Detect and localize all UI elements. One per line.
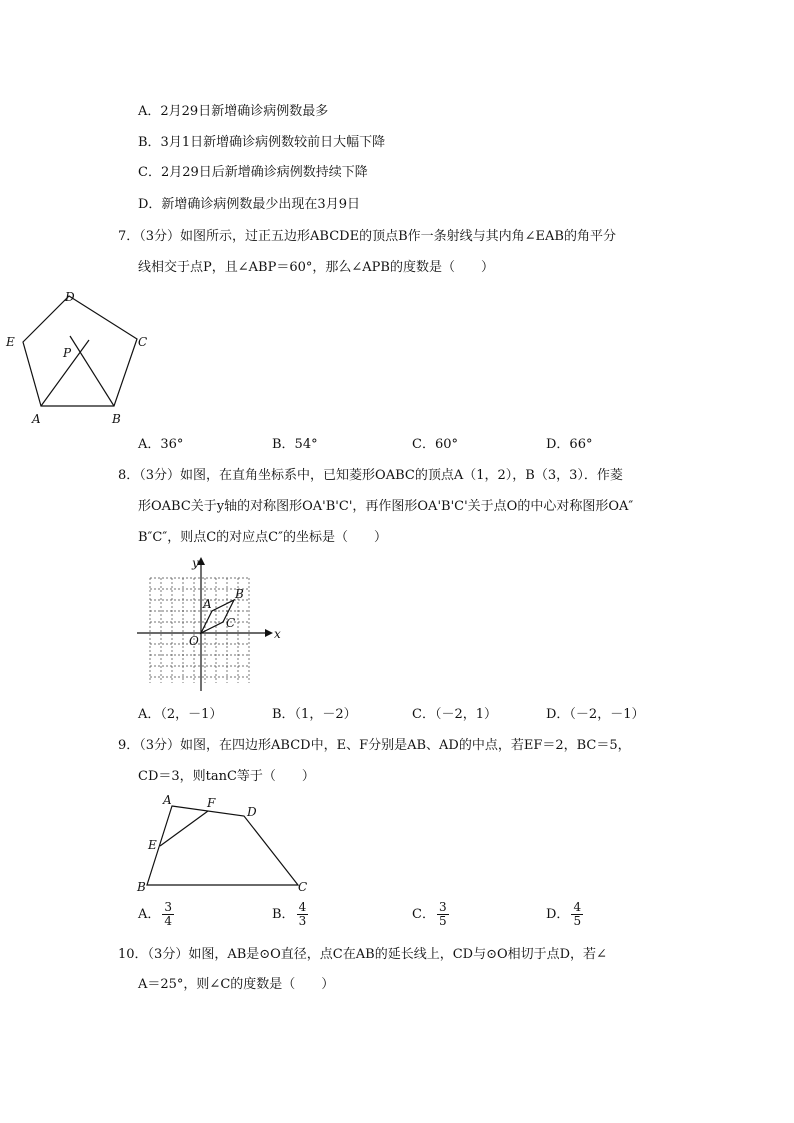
q7-stem-line2: 线相交于点P，且∠ABP＝60°，那么∠APB的度数是（ ） bbox=[138, 260, 494, 275]
q6-option-a: A．2月29日新增确诊病例数最多 bbox=[138, 104, 329, 119]
q8-coordinate-figure bbox=[135, 553, 285, 693]
q7-option-d: D．66° bbox=[546, 437, 593, 452]
label-e: E bbox=[6, 335, 15, 349]
q7-stem-line1: 7．（3分）如图所示，过正五边形ABCDE的顶点B作一条射线与其内角∠EAB的角平分 bbox=[118, 229, 616, 244]
q10-stem-line2: A＝25°，则∠C的度数是（ ） bbox=[138, 977, 335, 992]
q8-stem-line3: B″C″，则点C的对应点C″的坐标是（ ） bbox=[138, 530, 387, 545]
label-f: F bbox=[207, 796, 216, 810]
label-a: A bbox=[163, 793, 172, 807]
q7-option-a: A．36° bbox=[138, 437, 184, 452]
q9-option-a-fraction: $\frac{3}{4}$ bbox=[164, 900, 173, 928]
q9-stem-line2: CD＝3，则tanC等于（ ） bbox=[138, 769, 315, 784]
q6-option-c: C．2月29日后新增确诊病例数持续下降 bbox=[138, 165, 368, 180]
q7-pentagon-figure bbox=[6, 283, 295, 428]
q9-option-c bbox=[412, 901, 449, 928]
label-c: C bbox=[138, 335, 148, 349]
quadrilateral-abcd bbox=[147, 806, 298, 885]
q8-option-c: C．（－2，1） bbox=[412, 707, 497, 722]
q8-option-a: A．（2，－1） bbox=[138, 707, 223, 722]
label-y: y bbox=[192, 556, 199, 570]
label-p: P bbox=[63, 346, 72, 360]
label-e: E bbox=[148, 838, 157, 852]
label-b: B bbox=[112, 412, 121, 426]
q7-option-b: B．54° bbox=[272, 437, 318, 452]
q9-option-c-fraction: $\frac{3}{5}$ bbox=[438, 900, 447, 928]
q9-option-b bbox=[272, 901, 308, 928]
q8-option-b: B．（1，－2） bbox=[272, 707, 357, 722]
q9-stem-line1: 9．（3分）如图，在四边形ABCD中，E、F分别是AB、AD的中点，若EF＝2，BC＝5， bbox=[118, 738, 631, 753]
q9-option-d-letter: D． bbox=[546, 907, 570, 922]
label-b: B bbox=[235, 587, 244, 601]
label-x: x bbox=[274, 627, 281, 641]
q8-option-d: D．（－2，－1） bbox=[546, 707, 645, 722]
q9-option-d bbox=[546, 901, 583, 928]
q9-option-b-letter: B． bbox=[272, 907, 295, 922]
q6-option-b: B．3月1日新增确诊病例数较前日大幅下降 bbox=[138, 135, 386, 150]
q9-option-d-fraction: $\frac{4}{5}$ bbox=[573, 900, 582, 928]
q9-option-b-fraction: $\frac{4}{3}$ bbox=[298, 900, 307, 928]
q7-option-c: C．60° bbox=[412, 437, 458, 452]
label-o: O bbox=[189, 634, 199, 648]
label-d: D bbox=[65, 290, 75, 304]
label-c: C bbox=[298, 880, 308, 894]
label-c: C bbox=[226, 616, 236, 630]
q8-stem-line2: 形OABC关于y轴的对称图形OA'B'C'，再作图形OA'B'C'关于点O的中心对称图形OA″ bbox=[138, 499, 634, 514]
q6-option-d: D．新增确诊病例数最少出现在3月9日 bbox=[138, 197, 360, 212]
label-b: B bbox=[137, 880, 146, 894]
ray-line bbox=[70, 336, 114, 406]
q10-stem-line1: 10．（3分）如图，AB是⊙O直径，点C在AB的延长线上，CD与⊙O相切于点D，若∠ bbox=[118, 947, 607, 962]
q8-stem-line1: 8．（3分）如图，在直角坐标系中，已知菱形OABC的顶点A（1，2），B（3，3）．作菱 bbox=[118, 468, 623, 483]
x-axis-arrow bbox=[265, 629, 273, 637]
q9-quadrilateral-figure bbox=[135, 790, 315, 900]
label-a: A bbox=[203, 597, 212, 611]
segment-ef bbox=[160, 811, 208, 846]
q9-option-a-letter: A． bbox=[138, 907, 161, 922]
q9-option-a bbox=[138, 901, 174, 928]
label-d: D bbox=[247, 805, 257, 819]
label-a: A bbox=[32, 412, 41, 426]
q9-option-c-letter: C． bbox=[412, 907, 435, 922]
